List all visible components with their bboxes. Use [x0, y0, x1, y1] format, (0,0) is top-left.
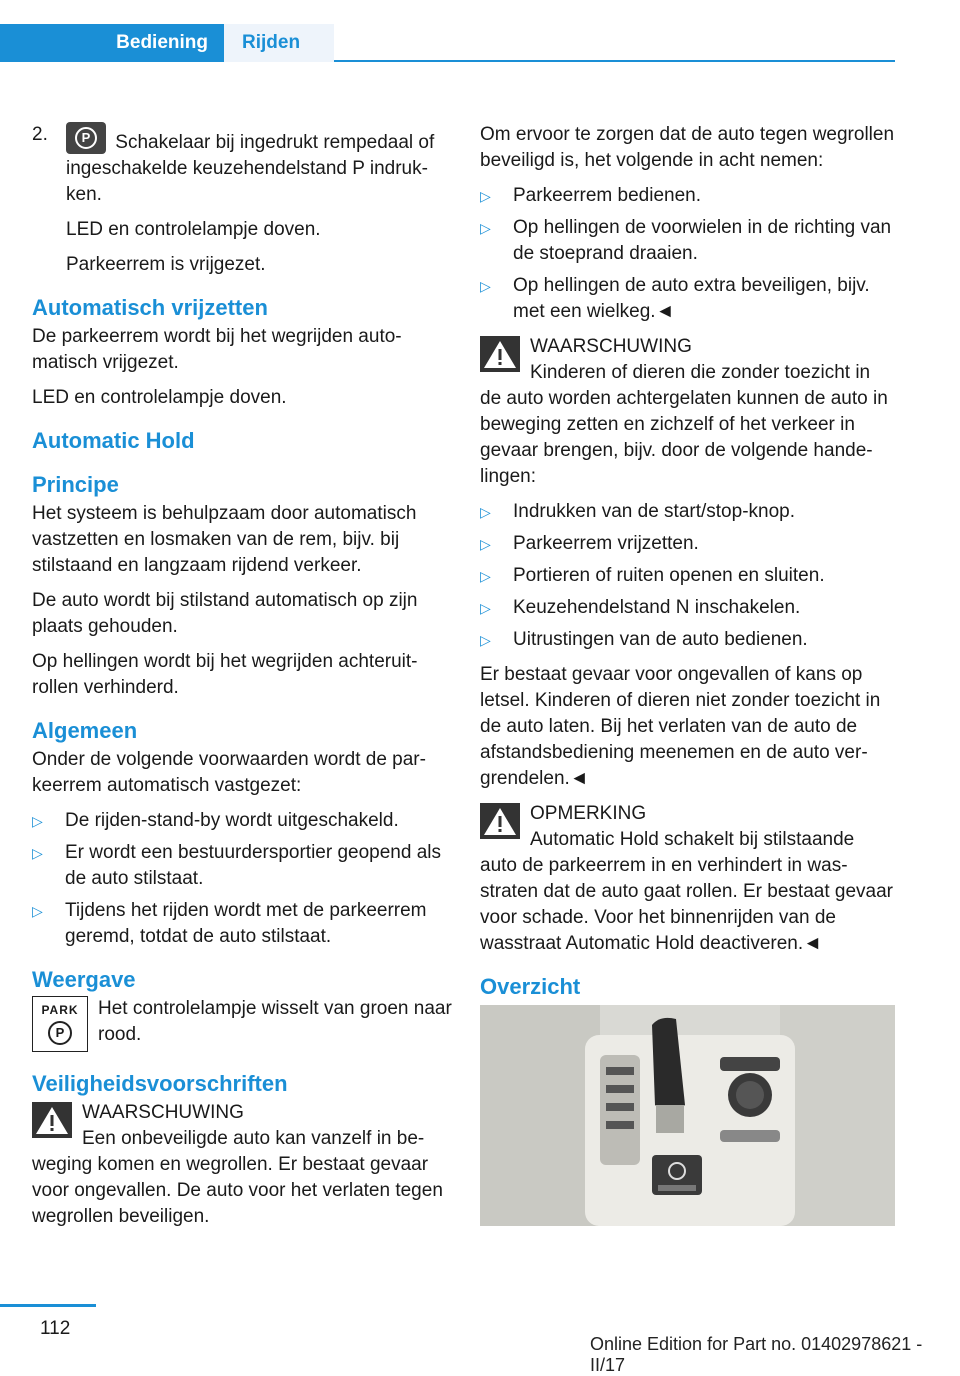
- right-p1: Om ervoor te zorgen dat de auto tegen wegrollen beveiligd is, het volgende in acht nemen:: [480, 124, 895, 171]
- footer-rule: [0, 1304, 96, 1307]
- triangle-bullet-icon: ▷: [480, 632, 491, 648]
- actions-list: [480, 499, 896, 653]
- step-sub-2: Parkeerrem is vrijgezet.: [66, 254, 266, 275]
- list-item: ▷ Uitrustingen van de auto bedienen.: [480, 627, 896, 653]
- triangle-bullet-icon: ▷: [32, 813, 43, 829]
- triangle-bullet-icon: ▷: [480, 188, 491, 204]
- heading-display: Weergave: [32, 967, 136, 992]
- note-block: [480, 801, 896, 957]
- warning-triangle-icon: [32, 1102, 72, 1138]
- triangle-bullet-icon: ▷: [480, 278, 491, 294]
- heading-auto-release: Automatisch vrijzetten: [32, 295, 268, 320]
- left-column: [32, 122, 452, 1239]
- principle-p3: Op hellingen wordt bij het wegrijden achteruitrollen verhinderd.: [32, 651, 418, 698]
- step-text: Schakelaar bij ingedrukt rempedaal of ingeschakelde keuzehendelstand P indrukken.: [66, 132, 435, 205]
- principle-p2: De auto wordt bij stilstand automatisch op zijn plaats gehouden.: [32, 590, 418, 637]
- step-sub-1: LED en controlelampje doven.: [66, 219, 321, 240]
- list-item: ▷ Portieren of ruiten openen en sluiten.: [480, 563, 896, 589]
- list-item: ▷ De rijden-stand-by wordt uitgeschakeld.: [32, 808, 452, 834]
- triangle-bullet-icon: ▷: [480, 600, 491, 616]
- step-2: [32, 122, 452, 208]
- list-item: ▷ Op hellingen de voorwielen in de richting van de stoeprand draaien.: [480, 217, 892, 264]
- general-p1: Onder de volgende voorwaarden wordt de parkeerrem automatisch vastgezet:: [32, 749, 426, 796]
- heading-safety: Veiligheidsvoorschriften: [32, 1071, 288, 1096]
- list-item: ▷ Keuzehendelstand N inschakelen.: [480, 595, 896, 621]
- right-column: [480, 122, 896, 1226]
- edition-line: Online Edition for Part no. 01402978621 - II/17: [590, 1334, 923, 1375]
- warning-triangle-icon: [480, 803, 520, 839]
- principle-p1: Het systeem is behulpzaam door automatisch vastzetten en losmaken van de rem, bijv. bij stilstaand en langzaam rijdend verkeer.: [32, 503, 417, 576]
- parking-brake-icon: P: [66, 122, 106, 154]
- tab-rijden[interactable]: Rijden: [224, 24, 334, 62]
- center-console-photo: [480, 1005, 895, 1226]
- heading-principle: Principe: [32, 472, 119, 497]
- heading-automatic-hold: Automatic Hold: [32, 428, 195, 453]
- park-indicator: [32, 996, 452, 1054]
- auto-release-p2: LED en controlelampje doven.: [32, 387, 287, 408]
- chapter-tabbar: [0, 24, 895, 62]
- heading-overview: Overzicht: [480, 974, 581, 999]
- tab-bediening[interactable]: Bediening: [0, 24, 224, 62]
- warning-triangle-icon: [480, 336, 520, 372]
- heading-general: Algemeen: [32, 718, 138, 743]
- warning-text: Een onbeveiligde auto kan vanzelf in beweging komen en wegrollen. Er bestaat gevaar voor ongevallen. De auto voor het verlaten tegen wegrollen beveiligen.: [32, 1128, 443, 1227]
- right-p2: Er bestaat gevaar voor ongevallen of kans op letsel. Kinderen of dieren niet zonder toezicht in de auto laten. Bij het verlaten van de auto de afstandsbediening meenemen en de auto vergrendelen.◄: [480, 664, 881, 789]
- general-list: [32, 808, 452, 950]
- triangle-bullet-icon: ▷: [480, 536, 491, 552]
- triangle-bullet-icon: ▷: [480, 568, 491, 584]
- list-item: ▷ Parkeerrem bedienen.: [480, 183, 896, 209]
- auto-release-p1: De parkeerrem wordt bij het wegrijden automatisch vrijgezet.: [32, 326, 402, 373]
- list-item: ▷ Tijdens het rijden wordt met de parkeerrem geremd, totdat de auto stilstaat.: [32, 900, 427, 947]
- warning-block-children: [480, 334, 896, 490]
- triangle-bullet-icon: ▷: [480, 504, 491, 520]
- park-icon: PARK P: [32, 996, 88, 1052]
- warning-title: WAARSCHUWING: [530, 336, 692, 357]
- warning-title: WAARSCHUWING: [82, 1102, 244, 1123]
- list-item: ▷ Er wordt een bestuurdersportier geopend als de auto stilstaat.: [32, 842, 442, 889]
- triangle-bullet-icon: ▷: [480, 220, 491, 236]
- note-title: OPMERKING: [530, 803, 647, 824]
- triangle-bullet-icon: ▷: [32, 845, 43, 861]
- warning-text: Kinderen of dieren die zonder toezicht in de auto worden achtergelaten kunnen de auto in beweging zetten en zichzelf of het verkeer in gevaar brengen, bijv. door de volgende handelingen:: [480, 362, 888, 487]
- park-text: Het controlelampje wisselt van groen naar rood.: [98, 998, 452, 1045]
- secure-list: [480, 183, 896, 325]
- step-number: 2.: [32, 124, 48, 145]
- list-item: ▷ Indrukken van de start/stop-knop.: [480, 499, 896, 525]
- page-number: 112: [40, 1318, 71, 1339]
- list-item: ▷ Op hellingen de auto extra beveiligen, bijv. met een wielkeg.◄: [480, 275, 870, 322]
- list-item: ▷ Parkeerrem vrijzetten.: [480, 531, 896, 557]
- warning-block: [32, 1100, 452, 1230]
- triangle-bullet-icon: ▷: [32, 903, 43, 919]
- note-text: Automatic Hold schakelt bij stilstaande auto de parkeerrem in en verhindert in wasstraten dat de auto gaat rollen. Er bestaat gevaar voor schade. Voor het binnenrijden van de wasstraat Automatic Hold deactiveren.◄: [480, 829, 893, 954]
